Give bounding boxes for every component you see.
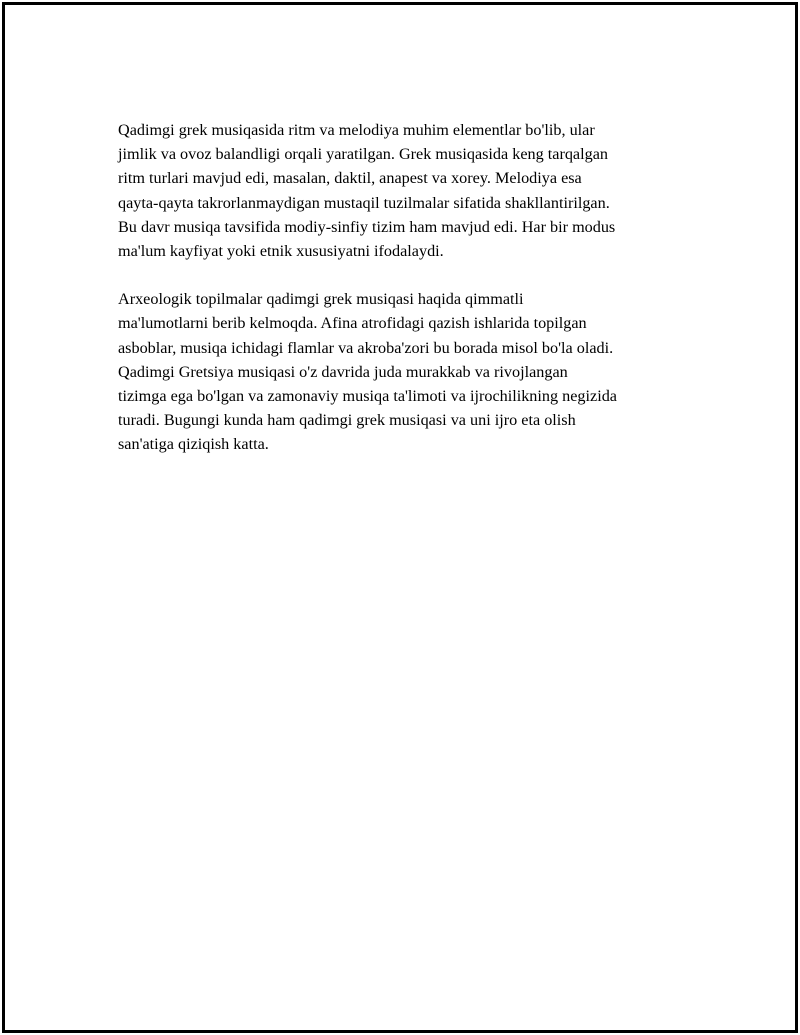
text-line: ma'lum kayfiyat yoki etnik xususiyatni ifodalaydi. (118, 242, 444, 261)
text-line: Qadimgi grek musiqasida ritm va melodiya muhim elementlar bo'lib, ular (118, 121, 595, 139)
text-line: san'atiga qiziqish katta. (118, 435, 269, 454)
text-line: jimlik va ovoz balandligi orqali yaratilgan. Grek musiqasida keng tarqalgan (118, 145, 608, 164)
paragraph-2 (118, 287, 690, 456)
text-line: asboblar, musiqa ichidagi flamlar va akroba'zori bu borada misol bo'la oladi. (118, 338, 614, 357)
paragraph-1 (118, 118, 690, 263)
text-line: qayta-qayta takrorlanmaydigan mustaqil tuzilmalar sifatida shakllantirilgan. (118, 193, 610, 212)
text-line: Arxeologik topilmalar qadimgi grek musiqasi haqida qimmatli (118, 290, 524, 309)
text-line: Qadimgi Gretsiya musiqasi o'z davrida juda murakkab va rivojlangan (118, 362, 568, 381)
text-line: Bu davr musiqa tavsifida modiy-sinfiy tizim ham mavjud edi. Har bir modus (118, 217, 616, 236)
text-line: ma'lumotlarni berib kelmoqda. Afina atrofidagi qazish ishlarida topilgan (118, 314, 587, 333)
text-line: ritm turlari mavjud edi, masalan, daktil, anapest va xorey. Melodiya esa (118, 169, 582, 188)
text-line: turadi. Bugungi kunda ham qadimgi grek musiqasi va uni ijro eta olish (118, 411, 576, 430)
document-body (118, 118, 690, 457)
text-line: tizimga ega bo'lgan va zamonaviy musiqa ta'limoti va ijrochilikning negizida (118, 387, 617, 406)
